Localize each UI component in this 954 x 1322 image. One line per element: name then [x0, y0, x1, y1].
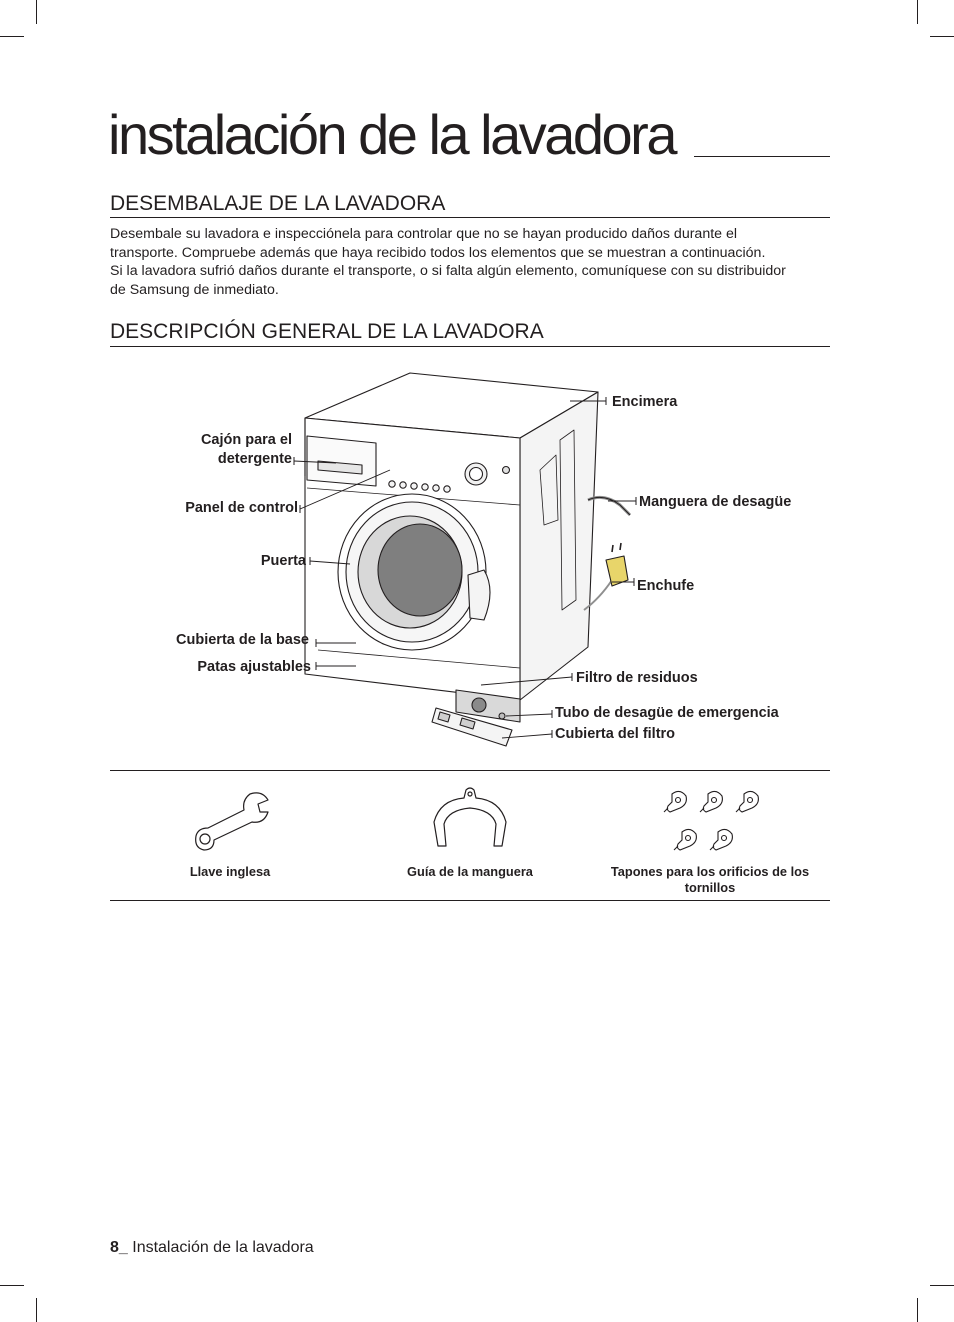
- accessory-label-screw-caps: [594, 864, 826, 896]
- paragraph-line: Si la lavadora sufrió daños durante el transporte, o si falta algún elemento, comuníquese con su distribuidor: [110, 263, 786, 280]
- label-emergency-drain: Tubo de desagüe de emergencia: [555, 705, 779, 721]
- label-top: Encimera: [612, 394, 678, 410]
- accessories-bottom-rule: [110, 900, 830, 901]
- label-adjustable-feet: Patas ajustables: [197, 659, 311, 675]
- accessory-label-hose-guide: Guía de la manguera: [407, 864, 533, 879]
- page-footer: [110, 1239, 314, 1257]
- page-number: 8_: [110, 1239, 128, 1256]
- paragraph-line: de Samsung de inmediato.: [110, 281, 279, 298]
- label-drain-hose: Manguera de desagüe: [639, 494, 792, 510]
- screw-caps-icon: [658, 786, 768, 856]
- crop-mark: [0, 1285, 24, 1286]
- label-filter-cover: Cubierta del filtro: [555, 726, 676, 742]
- crop-mark: [36, 1298, 37, 1322]
- accessory-label-wrench: Llave inglesa: [189, 864, 271, 879]
- label-detergent-drawer: [150, 431, 292, 469]
- paragraph-line: transporte. Compruebe además que haya recibido todos los elementos que se muestran a continuación.: [110, 244, 766, 261]
- footer-text: Instalación de la lavadora: [127, 1239, 314, 1256]
- crop-mark: [930, 1285, 954, 1286]
- paragraph-line: Desembale su lavadora e inspecciónela para controlar que no se hayan producido daños durante el: [110, 226, 738, 242]
- label-line: detergente: [217, 451, 292, 467]
- hose-guide-icon: [430, 786, 510, 856]
- label-line: Tapones para los orificios de los: [610, 864, 810, 879]
- label-line: Cajón para el: [200, 432, 292, 448]
- label-plug: Enchufe: [637, 578, 695, 594]
- accessories-top-rule: [110, 770, 830, 771]
- crop-mark: [917, 1298, 918, 1322]
- page-title: instalación de la lavadora: [108, 103, 675, 166]
- section-heading-overview: DESCRIPCIÓN GENERAL DE LA LAVADORA: [110, 320, 544, 343]
- label-control-panel: Panel de control: [185, 500, 298, 516]
- label-base-cover: Cubierta de la base: [176, 632, 309, 648]
- wrench-icon: [192, 788, 272, 858]
- label-debris-filter: Filtro de residuos: [576, 670, 698, 686]
- section-heading-unpacking: DESEMBALAJE DE LA LAVADORA: [110, 192, 446, 215]
- label-line: tornillos: [684, 880, 736, 895]
- label-door: Puerta: [260, 553, 306, 569]
